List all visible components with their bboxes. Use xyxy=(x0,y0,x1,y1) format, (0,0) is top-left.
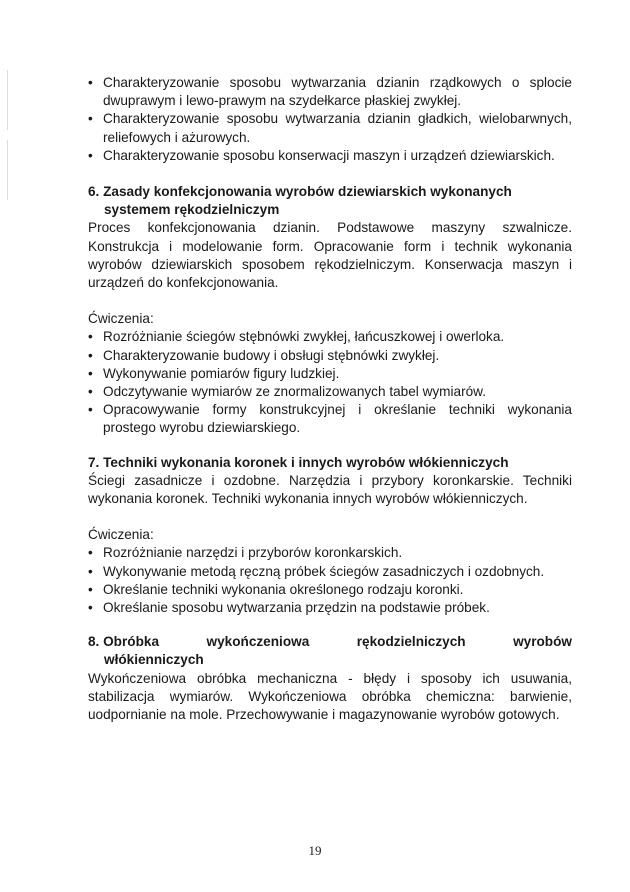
list-item: • Charakteryzowanie sposobu wytwarzania dzianin rządkowych o splocie dwuprawym i lewo-prawym na szydełkarce płaskiej zwykłej. xyxy=(88,74,572,110)
section-8-heading xyxy=(88,633,572,669)
top-bullet-list xyxy=(88,74,572,165)
scan-edge-mark xyxy=(7,70,8,130)
scan-edge-mark xyxy=(7,140,8,200)
list-item: • Odczytywanie wymiarów ze znormalizowanych tabel wymiarów. xyxy=(88,383,572,401)
section-8-title-word: wyrobów xyxy=(513,634,572,650)
list-item: • Wykonywanie metodą ręczną próbek ściegów zasadniczych i ozdobnych. xyxy=(88,563,572,581)
section-8-title-line2: włókienniczych xyxy=(104,652,204,668)
page-number: 19 xyxy=(308,843,322,858)
list-item: • Charakteryzowanie sposobu konserwacji maszyn i urządzeń dziewiarskich. xyxy=(88,147,572,165)
section-6-exercises-label: Ćwiczenia: xyxy=(88,311,154,327)
section-6-title-line1: 6. Zasady konfekcjonowania wyrobów dziewiarskich wykonanych xyxy=(88,184,512,200)
section-6-body: Proces konfekcjonowania dzianin. Podstawowe maszyny szwalnicze. Konstrukcja i modelowanie form. Opracowanie form i technik wykonania wyrobów dziewiarskich sposobem rękodzielniczym. Konserwacja maszyn i urządzeń do konfekcjonowania. xyxy=(88,220,572,291)
list-item: • Rozróżnianie ściegów stębnówki zwykłej, łańcuszkowej i owerloka. xyxy=(88,328,572,346)
section-8-body: Wykończeniowa obróbka mechaniczna - błędy i sposoby ich usuwania, stabilizacja wymiarów. Wykończeniowa obróbka chemiczna: barwienie, uodpornianie na mole. Przechowywanie i magazynowanie wyrobów gotowych. xyxy=(88,670,572,723)
section-8-title-line1 xyxy=(88,633,572,651)
section-7-body: Ściegi zasadnicze i ozdobne. Narzędzia i przybory koronkarskie. Techniki wykonania koronek. Techniki wykonania innych wyrobów włókienniczych. xyxy=(88,472,572,507)
list-item: • Rozróżnianie narzędzi i przyborów koronkarskich. xyxy=(88,544,572,562)
list-item: • Opracowywanie formy konstrukcyjnej i określanie techniki wykonania prostego wyrobu dziewiarskiego. xyxy=(88,401,572,437)
section-7-heading: 7. Techniki wykonania koronek i innych wyrobów włókienniczych xyxy=(88,454,509,470)
section-6-exercise-list xyxy=(88,328,572,437)
section-7-exercise-list xyxy=(88,544,572,617)
document-page xyxy=(88,74,572,724)
section-7-exercises-label: Ćwiczenia: xyxy=(88,527,154,543)
section-8-title-word: 8. Obróbka xyxy=(88,634,160,650)
list-item: • Charakteryzowanie budowy i obsługi stębnówki zwykłej. xyxy=(88,347,572,365)
section-8-title-word: wykończeniowa xyxy=(206,634,310,650)
list-item: • Charakteryzowanie sposobu wytwarzania dzianin gładkich, wielobarwnych, reliefowych i ażurowych. xyxy=(88,110,572,146)
list-item: • Określanie sposobu wytwarzania przędzin na podstawie próbek. xyxy=(88,599,572,617)
section-6-title-line2: systemem rękodzielniczym xyxy=(104,202,280,218)
section-8-title-word: rękodzielniczych xyxy=(356,634,466,650)
section-6-heading xyxy=(88,183,572,219)
list-item: • Wykonywanie pomiarów figury ludzkiej. xyxy=(88,365,572,383)
list-item: • Określanie techniki wykonania określonego rodzaju koronki. xyxy=(88,581,572,599)
